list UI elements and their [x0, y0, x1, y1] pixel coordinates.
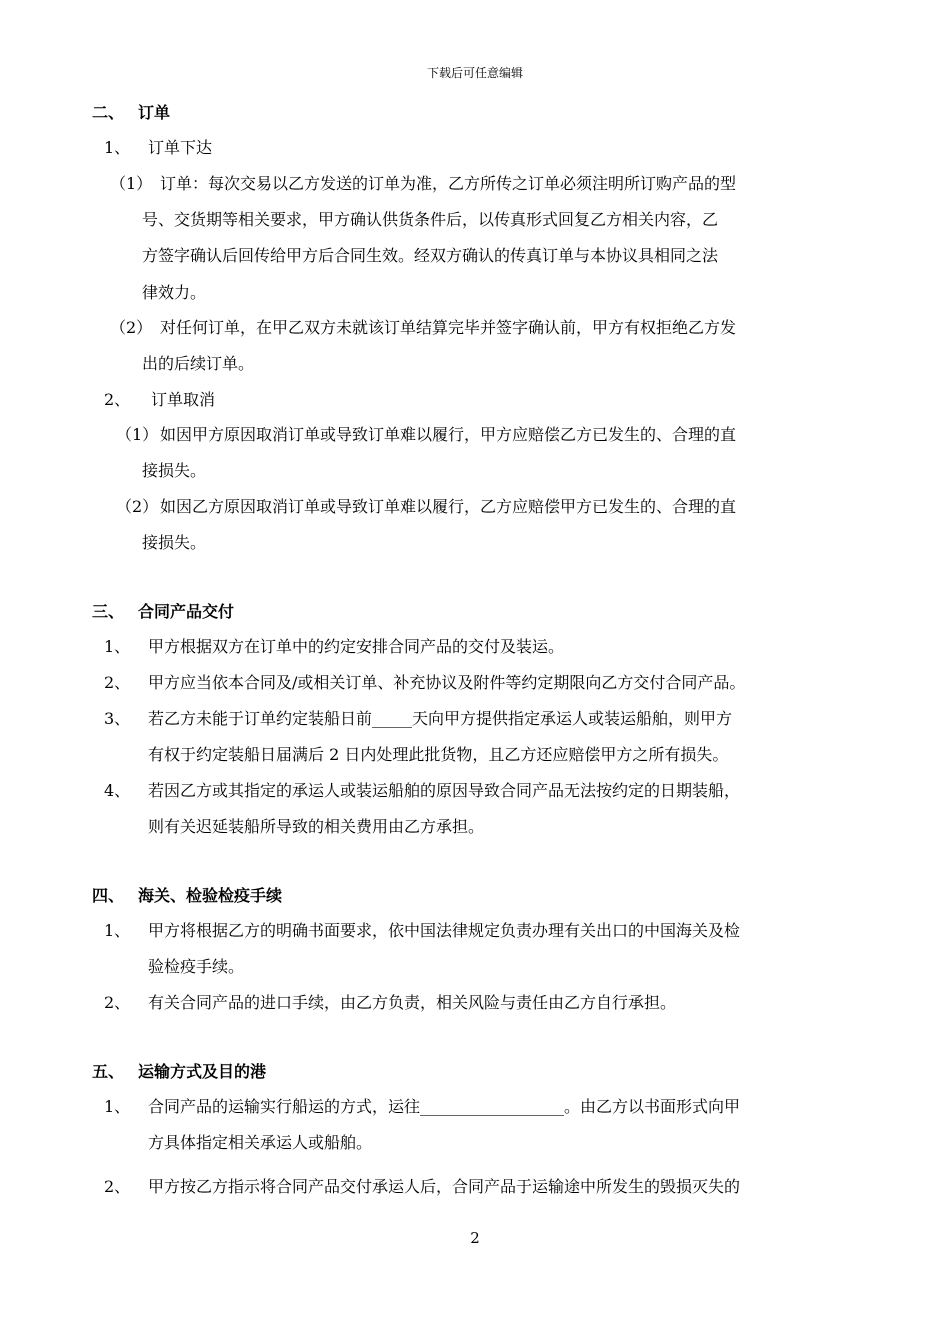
s5-item-2-line-1: 甲方按乙方指示将合同产品交付承运人后，合同产品于运输途中所发生的毁损灭失的 [148, 1177, 741, 1196]
s2-1-1-line-1: 订单：每次交易以乙方发送的订单为准，乙方所传之订单必须注明所订购产品的型 [160, 174, 737, 193]
s2-2-2-line-1: 如因乙方原因取消订单或导致订单难以履行，乙方应赔偿甲方已发生的、合理的直 [160, 497, 737, 516]
s4-item-2-line-1: 有关合同产品的进口手续，由乙方负责，相关风险与责任由乙方自行承担。 [148, 993, 677, 1012]
section-2-heading [92, 103, 170, 123]
section-4-title: 海关、检验检疫手续 [138, 886, 283, 905]
section-2-number: 二、 [92, 103, 125, 122]
s2-2-1-line-2: 接损失。 [142, 461, 207, 480]
section-4-heading [92, 886, 282, 906]
s3-item-3-line-1: 若乙方未能于订单约定装船日前_____天向甲方提供指定承运人或装运船舶，则甲方 [148, 709, 733, 728]
s2-1-1-line-4: 律效力。 [142, 283, 207, 302]
s3-item-4-line-1: 若因乙方或其指定的承运人或装运船舶的原因导致合同产品无法按约定的日期装船， [148, 781, 741, 800]
section-5-title: 运输方式及目的港 [138, 1062, 267, 1081]
s2-item-2-sub-2-number: （2） [116, 497, 159, 516]
page-number: 2 [470, 1229, 480, 1247]
section-3-heading [92, 602, 234, 622]
s2-item-1-title: 订单下达 [148, 138, 213, 157]
s2-1-2-line-1: 对任何订单，在甲乙双方未就该订单结算完毕并签字确认前，甲方有权拒绝乙方发 [160, 318, 737, 337]
s4-item-1-number: 1、 [104, 921, 131, 940]
s5-item-2-number: 2、 [104, 1177, 131, 1196]
s3-item-4-line-2: 则有关迟延装船所导致的相关费用由乙方承担。 [148, 817, 485, 836]
s2-item-2-number: 2、 [104, 390, 131, 409]
s3-item-3-number: 3、 [104, 709, 131, 728]
s2-item-2-title: 订单取消 [151, 390, 216, 409]
s2-1-1-line-2: 号、交货期等相关要求，甲方确认供货条件后，以传真形式回复乙方相关内容，乙 [142, 210, 719, 229]
s4-item-1-line-2: 验检疫手续。 [148, 957, 245, 976]
section-5-heading [92, 1062, 266, 1082]
s5-item-1-number: 1、 [104, 1097, 131, 1116]
s2-1-2-line-2: 出的后续订单。 [142, 354, 255, 373]
section-4-number: 四、 [92, 886, 125, 905]
s5-item-1-line-2: 方具体指定相关承运人或船舶。 [148, 1133, 373, 1152]
section-5-number: 五、 [92, 1062, 125, 1081]
s3-item-2-number: 2、 [104, 673, 131, 692]
s5-item-1-line-1: 合同产品的运输实行船运的方式，运往__________________。由乙方以书面形式向甲 [148, 1097, 741, 1116]
section-3-number: 三、 [92, 602, 125, 621]
s4-item-2-number: 2、 [104, 993, 131, 1012]
s3-item-1-number: 1、 [104, 637, 131, 656]
s2-2-2-line-2: 接损失。 [142, 533, 207, 552]
s2-1-1-line-3: 方签字确认后回传给甲方后合同生效。经双方确认的传真订单与本协议具相同之法 [142, 246, 719, 265]
s2-item-1-number: 1、 [104, 138, 131, 157]
s3-item-4-number: 4、 [104, 781, 131, 800]
section-2-title: 订单 [138, 103, 171, 122]
section-3-title: 合同产品交付 [138, 602, 235, 621]
s2-item-2-sub-1-number: （1） [116, 425, 159, 444]
s3-item-2-line-1: 甲方应当依本合同及/或相关订单、补充协议及附件等约定期限向乙方交付合同产品。 [148, 673, 746, 692]
s3-item-1-line-1: 甲方根据双方在订单中的约定安排合同产品的交付及装运。 [148, 637, 565, 656]
s2-item-1-sub-2-number: （2） [110, 318, 153, 337]
s4-item-1-line-1: 甲方将根据乙方的明确书面要求，依中国法律规定负责办理有关出口的中国海关及检 [148, 921, 741, 940]
page-header-note: 下载后可任意编辑 [426, 66, 523, 80]
s2-item-1-sub-1-number: （1） [110, 174, 153, 193]
s2-2-1-line-1: 如因甲方原因取消订单或导致订单难以履行，甲方应赔偿乙方已发生的、合理的直 [160, 425, 737, 444]
s3-item-3-line-2: 有权于约定装船日届满后 2 日内处理此批货物，且乙方还应赔偿甲方之所有损失。 [148, 745, 729, 764]
